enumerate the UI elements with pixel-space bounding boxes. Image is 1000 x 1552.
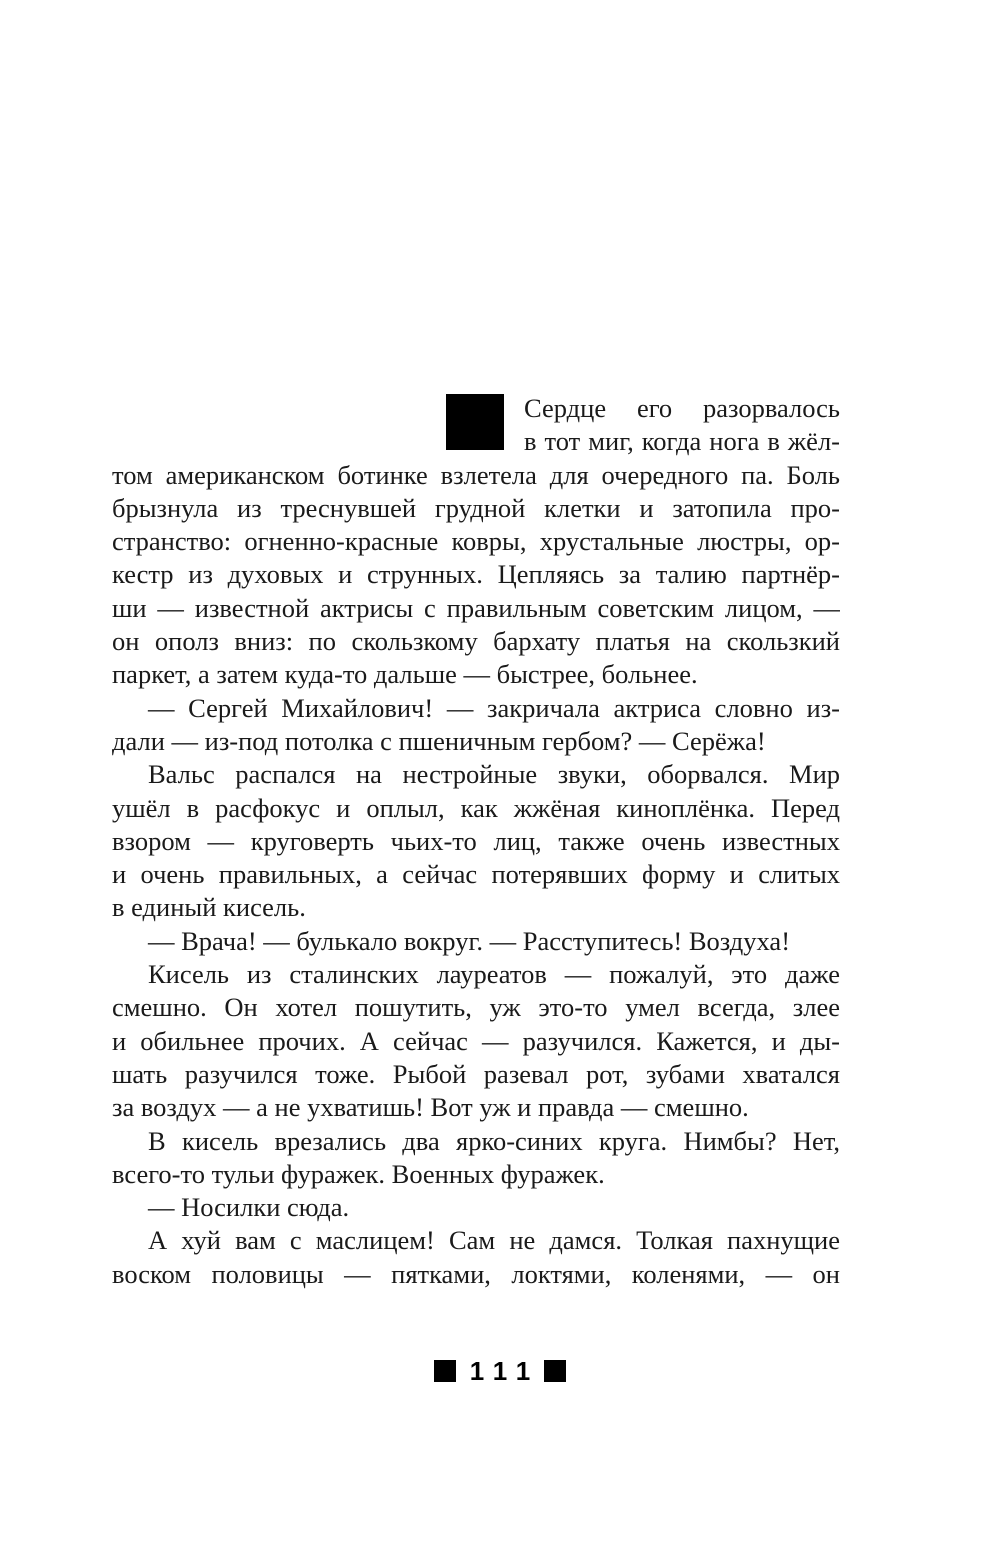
text-line: том американском ботинке взлетела для очередного па. Боль [112, 459, 840, 490]
text-line: ушёл в расфокус и оплыл, как жжёная киноплёнка. Перед [112, 792, 840, 823]
text-line: — Сергей Михайлович! — закричала актриса словно из- [148, 692, 840, 723]
text-line: за воздух — а не ухватишь! Вот уж и правда — смешно. [112, 1092, 749, 1123]
text-line: Кисель из сталинских лауреатов — пожалуй, это даже [148, 959, 840, 990]
text-line: воском половицы — пятками, локтями, коленями, — он [112, 1258, 840, 1289]
text-line: дали — из-под потолка с пшеничным гербом? — Серёжа! [112, 725, 766, 756]
text-line: шать разучился тоже. Рыбой разевал рот, зубами хватался [112, 1058, 840, 1089]
right-square-ornament-icon [544, 1360, 566, 1382]
text-line: смешно. Он хотел пошутить, уж это-то умел всегда, злее [112, 992, 840, 1023]
text-line: — Врача! — булькало вокруг. — Расступитесь! Воздуха! [148, 925, 791, 956]
text-line: всего-то тульи фуражек. Военных фуражек. [112, 1158, 605, 1189]
text-line: он ополз вниз: по скользкому бархату платья на скользкий [112, 626, 840, 657]
page-number: 111 [469, 1355, 541, 1386]
text-line: — Носилки сюда. [148, 1192, 350, 1223]
chapter-start-square-icon [446, 394, 504, 450]
text-line: в единый кисель. [112, 892, 306, 923]
page-number-footer [0, 1356, 1000, 1386]
text-lines [112, 392, 840, 1291]
text-line: Вальс распался на нестройные звуки, оборвался. Мир [148, 759, 840, 790]
text-line: и очень правильных, а сейчас потерявших форму и слитых [112, 859, 840, 890]
text-line: А хуй вам с маслицем! Сам не дамся. Толкая пахнущие [148, 1225, 840, 1256]
left-square-ornament-icon [434, 1360, 456, 1382]
text-line: В кисель врезались два ярко-синих круга. Нимбы? Нет, [148, 1125, 840, 1156]
text-line: кестр из духовых и струнных. Цепляясь за талию партнёр- [112, 559, 840, 590]
text-line: паркет, а затем куда-то дальше — быстрее, больнее. [112, 659, 698, 690]
text-line: Сердце его разорвалось [524, 393, 840, 423]
text-line: взором — круговерть чьих-то лиц, также очень известных [112, 825, 840, 856]
body-text [112, 392, 840, 1291]
text-line: в тот миг, когда нога в жёл- [524, 426, 840, 457]
text-line: странство: огненно-красные ковры, хрустальные люстры, ор- [112, 526, 840, 557]
text-line: ши — известной актрисы с правильным советским лицом, — [112, 592, 840, 623]
text-line: брызнула из треснувшей грудной клетки и затопила про- [112, 492, 840, 523]
text-line: и обильнее прочих. А сейчас — разучился. Кажется, и ды- [112, 1025, 840, 1056]
